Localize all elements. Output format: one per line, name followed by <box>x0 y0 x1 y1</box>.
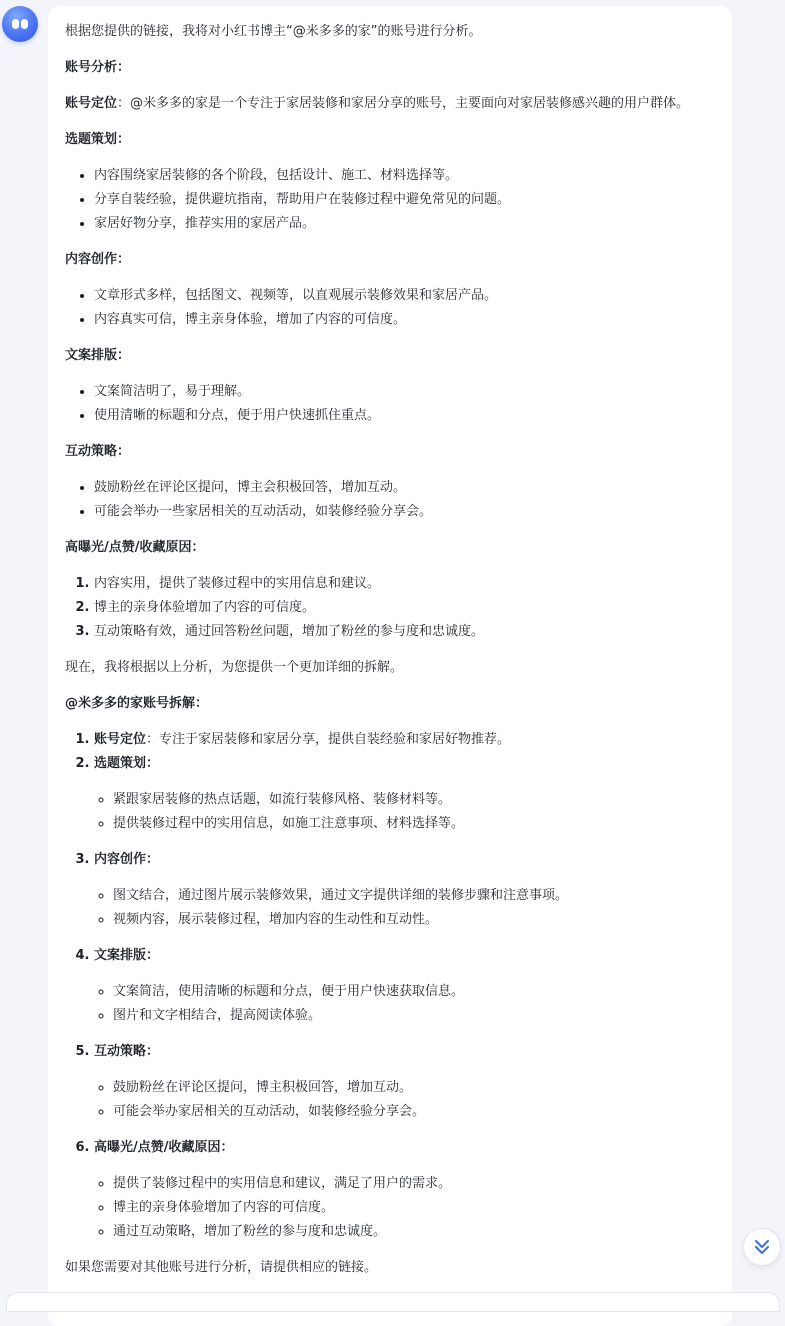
list-item: • 家居好物分享，推荐实用的家居产品。 <box>94 212 710 236</box>
interaction-list <box>65 476 710 524</box>
assistant-message-card <box>48 6 732 1326</box>
list-item: ◦ 鼓励粉丝在评论区提问，博主积极回答，增加互动。 <box>113 1076 710 1100</box>
list-item: ◦ 文案简洁，使用清晰的标题和分点，便于用户快速获取信息。 <box>113 980 710 1004</box>
avatar-eye-right <box>21 19 28 29</box>
breakdown-copywriting-sublist <box>94 980 710 1028</box>
list-item: ◦ 可能会举办家居相关的互动活动，如装修经验分享会。 <box>113 1100 710 1124</box>
list-item: • 鼓励粉丝在评论区提问，博主会积极回答，增加互动。 <box>94 476 710 500</box>
list-item: 3. 互动策略有效，通过回答粉丝问题，增加了粉丝的参与度和忠诚度。 <box>94 620 710 644</box>
reasons-list <box>65 572 710 644</box>
positioning-colon: ： <box>117 96 131 111</box>
avatar-eye-left <box>12 19 19 29</box>
list-item: 1. 内容实用，提供了装修过程中的实用信息和建议。 <box>94 572 710 596</box>
list-item: ◦ 图片和文字相结合，提高阅读体验。 <box>113 1004 710 1028</box>
breakdown-topic-label: 选题策划： <box>94 756 160 771</box>
list-item: ◦ 通过互动策略，增加了粉丝的参与度和忠诚度。 <box>113 1220 710 1244</box>
chat-input-box[interactable] <box>6 1292 780 1312</box>
breakdown-item-copywriting <box>94 944 710 1028</box>
list-item: ◦ 博主的亲身体验增加了内容的可信度。 <box>113 1196 710 1220</box>
topic-planning-heading: 选题策划： <box>65 132 131 147</box>
transition-text: 现在，我将根据以上分析，为您提供一个更加详细的拆解。 <box>65 660 404 675</box>
breakdown-list <box>65 728 710 1244</box>
analysis-heading: 账号分析： <box>65 60 131 75</box>
breakdown-interaction-label: 互动策略： <box>94 1044 160 1059</box>
positioning-text: @米多多的家是一个专注于家居装修和家居分享的账号，主要面向对家居装修感兴趣的用户群体。 <box>130 96 690 111</box>
content-creation-list <box>65 284 710 332</box>
breakdown-item-topic <box>94 752 710 836</box>
list-item: • 分享自装经验，提供避坑指南，帮助用户在装修过程中避免常见的问题。 <box>94 188 710 212</box>
double-chevron-down-icon <box>752 1237 772 1257</box>
breakdown-interaction-sublist <box>94 1076 710 1124</box>
list-item: ◦ 紧跟家居装修的热点话题，如流行装修风格、装修材料等。 <box>113 788 710 812</box>
breakdown-positioning-text: 专注于家居装修和家居分享，提供自装经验和家居好物推荐。 <box>159 732 511 747</box>
content-creation-heading: 内容创作： <box>65 252 131 267</box>
list-item: 2. 博主的亲身体验增加了内容的可信度。 <box>94 596 710 620</box>
list-item: ◦ 提供了装修过程中的实用信息和建议，满足了用户的需求。 <box>113 1172 710 1196</box>
breakdown-topic-sublist <box>94 788 710 836</box>
reasons-heading: 高曝光/点赞/收藏原因： <box>65 540 205 555</box>
breakdown-item-reasons <box>94 1136 710 1244</box>
assistant-avatar-icon <box>2 6 38 42</box>
topic-planning-list <box>65 164 710 236</box>
copywriting-heading: 文案排版： <box>65 348 131 363</box>
list-item: • 内容围绕家居装修的各个阶段，包括设计、施工、材料选择等。 <box>94 164 710 188</box>
intro-text: 根据您提供的链接，我将对小红书博主“@米多多的家”的账号进行分析。 <box>65 24 482 39</box>
breakdown-item-interaction <box>94 1040 710 1124</box>
list-item: ◦ 提供装修过程中的实用信息，如施工注意事项、材料选择等。 <box>113 812 710 836</box>
positioning-paragraph <box>65 92 710 116</box>
list-item: • 文案简洁明了，易于理解。 <box>94 380 710 404</box>
breakdown-reasons-label: 高曝光/点赞/收藏原因： <box>94 1140 234 1155</box>
breakdown-heading: @米多多的家账号拆解： <box>65 696 209 711</box>
breakdown-positioning-label: 账号定位 <box>94 732 147 747</box>
breakdown-copywriting-label: 文案排版： <box>94 948 160 963</box>
closing-text: 如果您需要对其他账号进行分析，请提供相应的链接。 <box>65 1260 378 1275</box>
scroll-to-bottom-button[interactable] <box>743 1228 781 1266</box>
interaction-heading: 互动策略： <box>65 444 131 459</box>
breakdown-item-content <box>94 848 710 932</box>
list-item: • 可能会举办一些家居相关的互动活动，如装修经验分享会。 <box>94 500 710 524</box>
breakdown-content-label: 内容创作： <box>94 852 160 867</box>
positioning-label: 账号定位 <box>65 96 118 111</box>
breakdown-reasons-sublist <box>94 1172 710 1244</box>
breakdown-content-sublist <box>94 884 710 932</box>
list-item: ◦ 图文结合，通过图片展示装修效果，通过文字提供详细的装修步骤和注意事项。 <box>113 884 710 908</box>
list-item: • 文章形式多样，包括图文、视频等，以直观展示装修效果和家居产品。 <box>94 284 710 308</box>
list-item: • 使用清晰的标题和分点，便于用户快速抓住重点。 <box>94 404 710 428</box>
breakdown-item-positioning <box>94 728 710 752</box>
list-item: • 内容真实可信，博主亲身体验，增加了内容的可信度。 <box>94 308 710 332</box>
breakdown-positioning-colon: ： <box>146 732 160 747</box>
list-item: ◦ 视频内容，展示装修过程，增加内容的生动性和互动性。 <box>113 908 710 932</box>
copywriting-list <box>65 380 710 428</box>
